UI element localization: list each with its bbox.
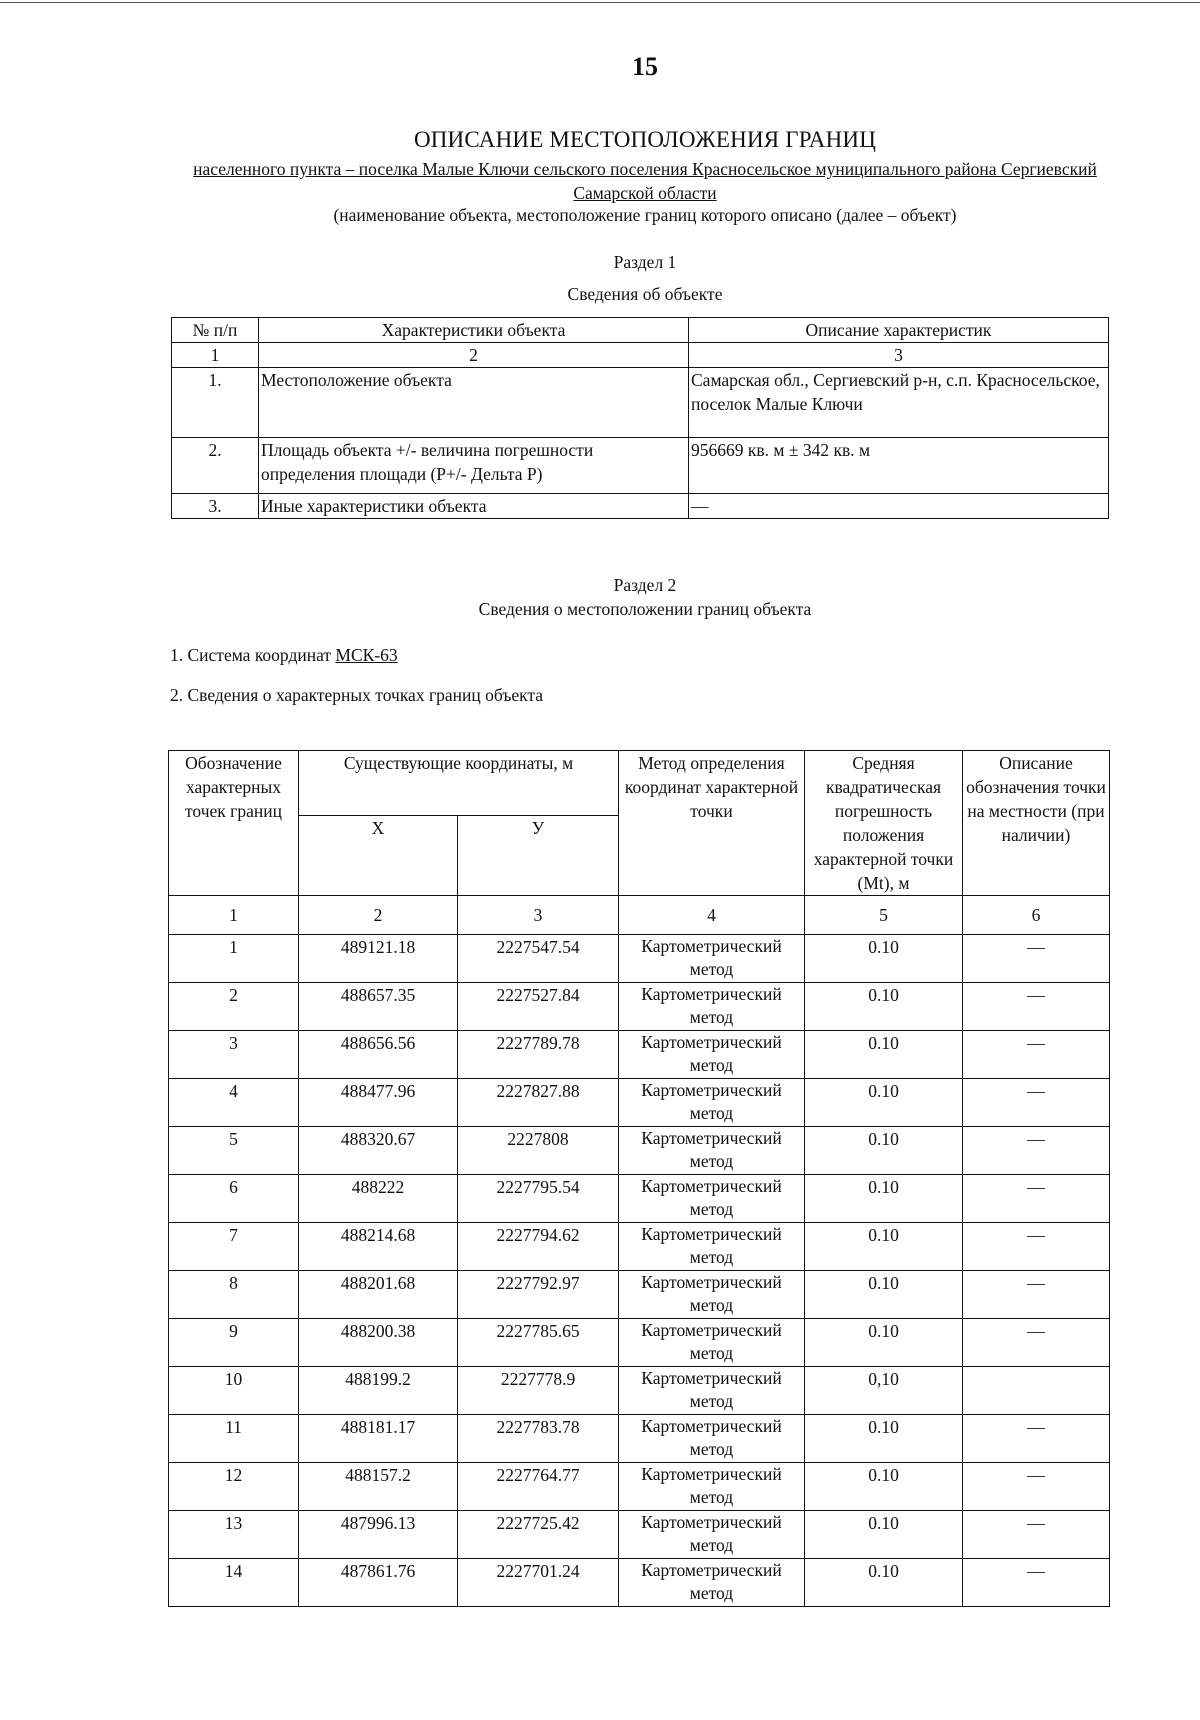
coordinate-system-label: 1. Система координат: [170, 645, 332, 665]
coordinate-y: 2227725.42: [458, 1511, 619, 1559]
table-row: [169, 1367, 1110, 1415]
column-number: 1: [172, 343, 259, 368]
point-number: 14: [169, 1559, 299, 1607]
error-value: 0.10: [805, 1463, 963, 1511]
coordinate-x: 487996.13: [299, 1511, 458, 1559]
column-number: 5: [805, 896, 963, 935]
object-info-table: [171, 317, 1109, 519]
characteristic-name: Местоположение объекта: [259, 368, 689, 438]
column-number: 1: [169, 896, 299, 935]
coordinate-x: 488657.35: [299, 983, 458, 1031]
method-cell: Картометрический метод: [619, 1271, 805, 1319]
method-cell: Картометрический метод: [619, 935, 805, 983]
header-coordinates: Существующие координаты, м: [299, 751, 619, 816]
error-value: 0,10: [805, 1367, 963, 1415]
table-row: [169, 1271, 1110, 1319]
header-x: X: [299, 815, 458, 895]
header-cell: Характеристики объекта: [259, 318, 689, 343]
coordinate-x: 488477.96: [299, 1079, 458, 1127]
error-value: 0.10: [805, 1415, 963, 1463]
row-number: 1.: [172, 368, 259, 438]
table-row: [169, 1319, 1110, 1367]
document-title: ОПИСАНИЕ МЕСТОПОЛОЖЕНИЯ ГРАНИЦ: [413, 127, 877, 152]
coordinate-x: 488214.68: [299, 1223, 458, 1271]
coordinate-x: 487861.76: [299, 1559, 458, 1607]
coordinate-x: 488222: [299, 1175, 458, 1223]
method-cell: Картометрический метод: [619, 1031, 805, 1079]
coordinate-x: 488201.68: [299, 1271, 458, 1319]
table-row: [172, 368, 1109, 438]
coordinate-x: 488157.2: [299, 1463, 458, 1511]
point-number: 12: [169, 1463, 299, 1511]
table-row: [169, 1463, 1110, 1511]
method-cell: Картометрический метод: [619, 983, 805, 1031]
table-row: [172, 438, 1109, 494]
point-description: —: [963, 935, 1110, 983]
boundary-points-table: [168, 750, 1110, 1607]
document-caption: (наименование объекта, местоположение границ которого описано (далее – объект): [333, 205, 957, 225]
point-number: 13: [169, 1511, 299, 1559]
coordinate-y: 2227794.62: [458, 1223, 619, 1271]
table-row: [169, 1415, 1110, 1463]
point-number: 6: [169, 1175, 299, 1223]
page-number: 15: [632, 52, 658, 81]
coordinate-x: 488320.67: [299, 1127, 458, 1175]
point-description: —: [963, 1559, 1110, 1607]
coordinate-y: 2227789.78: [458, 1031, 619, 1079]
error-value: 0.10: [805, 935, 963, 983]
coordinate-y: 2227764.77: [458, 1463, 619, 1511]
point-number: 2: [169, 983, 299, 1031]
error-value: 0.10: [805, 1079, 963, 1127]
method-cell: Картометрический метод: [619, 1175, 805, 1223]
coordinate-y: 2227547.54: [458, 935, 619, 983]
section1-subheading: Сведения об объекте: [567, 284, 723, 304]
table-row: [169, 983, 1110, 1031]
scan-top-line: [0, 2, 1200, 3]
table-header-row: [172, 318, 1109, 343]
point-description: —: [963, 1511, 1110, 1559]
point-description: —: [963, 1127, 1110, 1175]
error-value: 0.10: [805, 1271, 963, 1319]
coordinate-y: 2227701.24: [458, 1559, 619, 1607]
header-cell: № п/п: [172, 318, 259, 343]
header-description: Описание обозначения точки на местности (при наличии): [963, 751, 1110, 896]
header-error: Средняя квадратическая погрешность положения характерной точки (Mt), м: [805, 751, 963, 896]
column-number: 2: [299, 896, 458, 935]
error-value: 0.10: [805, 1175, 963, 1223]
characteristic-name: Иные характеристики объекта: [259, 494, 689, 519]
point-description: —: [963, 1415, 1110, 1463]
point-description: —: [963, 1175, 1110, 1223]
points-info-label: 2. Сведения о характерных точках границ объекта: [170, 685, 544, 705]
coordinate-y: 2227808: [458, 1127, 619, 1175]
point-description: —: [963, 1463, 1110, 1511]
column-number: 4: [619, 896, 805, 935]
error-value: 0.10: [805, 1511, 963, 1559]
error-value: 0.10: [805, 983, 963, 1031]
characteristic-description: 956669 кв. м ± 342 кв. м: [689, 438, 1109, 494]
error-value: 0.10: [805, 1223, 963, 1271]
characteristic-description: Самарская обл., Сергиевский р-н, с.п. Красносельское, поселок Малые Ключи: [689, 368, 1109, 438]
error-value: 0.10: [805, 1127, 963, 1175]
coordinate-y: 2227527.84: [458, 983, 619, 1031]
method-cell: Картометрический метод: [619, 1559, 805, 1607]
coordinate-y: 2227795.54: [458, 1175, 619, 1223]
coordinate-x: 489121.18: [299, 935, 458, 983]
method-cell: Картометрический метод: [619, 1511, 805, 1559]
method-cell: Картометрический метод: [619, 1319, 805, 1367]
coordinate-x: 488656.56: [299, 1031, 458, 1079]
header-designation: Обозначение характерных точек границ: [169, 751, 299, 896]
header-method: Метод определения координат характерной точки: [619, 751, 805, 896]
point-description: —: [963, 1079, 1110, 1127]
table-row: [169, 1175, 1110, 1223]
point-description: [963, 1367, 1110, 1415]
point-number: 5: [169, 1127, 299, 1175]
error-value: 0.10: [805, 1319, 963, 1367]
point-number: 9: [169, 1319, 299, 1367]
point-number: 7: [169, 1223, 299, 1271]
header-y: У: [458, 815, 619, 895]
point-number: 10: [169, 1367, 299, 1415]
table-row: [172, 494, 1109, 519]
point-number: 3: [169, 1031, 299, 1079]
column-number-row: [172, 343, 1109, 368]
row-number: 3.: [172, 494, 259, 519]
section2-subheading: Сведения о местоположении границ объекта: [478, 599, 812, 619]
column-number: 3: [689, 343, 1109, 368]
method-cell: Картометрический метод: [619, 1463, 805, 1511]
coordinate-y: 2227785.65: [458, 1319, 619, 1367]
coordinate-x: 488200.38: [299, 1319, 458, 1367]
table-row: [169, 1031, 1110, 1079]
point-description: —: [963, 1319, 1110, 1367]
coordinate-x: 488199.2: [299, 1367, 458, 1415]
table-header-row: [169, 751, 1110, 816]
point-number: 4: [169, 1079, 299, 1127]
coordinate-system-value: МСК-63: [335, 645, 398, 665]
column-number: 6: [963, 896, 1110, 935]
section2-heading: Раздел 2: [613, 575, 677, 595]
method-cell: Картометрический метод: [619, 1367, 805, 1415]
method-cell: Картометрический метод: [619, 1127, 805, 1175]
point-number: 1: [169, 935, 299, 983]
coordinate-y: 2227783.78: [458, 1415, 619, 1463]
header-cell: Описание характеристик: [689, 318, 1109, 343]
table-row: [169, 1511, 1110, 1559]
section1-heading: Раздел 1: [613, 252, 677, 272]
table-row: [169, 1079, 1110, 1127]
column-number: 2: [259, 343, 689, 368]
row-number: 2.: [172, 438, 259, 494]
table-row: [169, 935, 1110, 983]
point-description: —: [963, 1271, 1110, 1319]
point-description: —: [963, 1031, 1110, 1079]
table-row: [169, 1223, 1110, 1271]
coordinate-system-line: [170, 645, 398, 666]
column-number-row: [169, 896, 1110, 935]
error-value: 0.10: [805, 1031, 963, 1079]
point-description: —: [963, 983, 1110, 1031]
column-number: 3: [458, 896, 619, 935]
characteristic-description: —: [689, 494, 1109, 519]
table-row: [169, 1127, 1110, 1175]
error-value: 0.10: [805, 1559, 963, 1607]
method-cell: Картометрический метод: [619, 1415, 805, 1463]
coordinate-x: 488181.17: [299, 1415, 458, 1463]
coordinate-y: 2227778.9: [458, 1367, 619, 1415]
point-number: 11: [169, 1415, 299, 1463]
point-number: 8: [169, 1271, 299, 1319]
characteristic-name: Площадь объекта +/- величина погрешности определения площади (Р+/- Дельта Р): [259, 438, 689, 494]
table-row: [169, 1559, 1110, 1607]
method-cell: Картометрический метод: [619, 1079, 805, 1127]
coordinate-y: 2227827.88: [458, 1079, 619, 1127]
point-description: —: [963, 1223, 1110, 1271]
method-cell: Картометрический метод: [619, 1223, 805, 1271]
document-subtitle: населенного пункта – поселка Малые Ключи сельского поселения Красносельское муниципального района Сергиевский Самарской области: [193, 159, 1097, 203]
coordinate-y: 2227792.97: [458, 1271, 619, 1319]
